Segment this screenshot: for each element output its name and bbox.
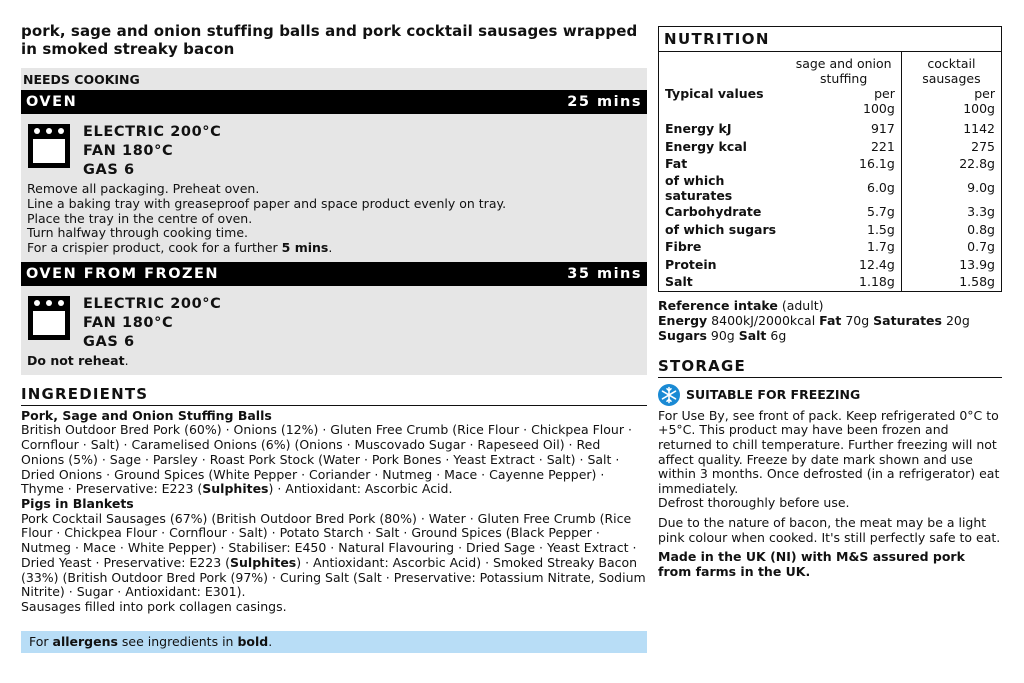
- ref-label: Saturates: [873, 312, 942, 328]
- storage-paragraph: For Use By, see front of pack. Keep refrigerated 0°C to +5°C. This product may have been frozen and returned to chill temperature. Further freezing will not affect quality. Freeze by date mark shown and use within 3 months. Once defrosted (in a refrigerator) eat immediately.: [658, 407, 1000, 496]
- do-not-reheat: Do not reheat: [27, 352, 125, 368]
- allergen-note: [21, 631, 647, 653]
- snowflake-icon: [658, 384, 680, 406]
- nutrition-row: [659, 203, 1002, 221]
- nutrient-label: of which saturates: [665, 172, 733, 203]
- temp-gas: GAS 6: [83, 333, 135, 350]
- ref-label: Sugars: [658, 327, 707, 343]
- column-header-sausages: cocktail sausages: [922, 56, 981, 86]
- crispier-text: For a crispier product, cook for a further: [27, 240, 282, 256]
- temp-electric: ELECTRIC 200°C: [83, 124, 222, 140]
- oven-temps-row: [21, 114, 647, 180]
- instruction-line: Place the tray in the centre of oven.: [27, 210, 253, 226]
- ref-label: Salt: [738, 327, 767, 343]
- oven-time: 25 mins: [567, 94, 642, 110]
- instruction-line: Line a baking tray with greaseproof paper and space product evenly on tray.: [27, 195, 507, 211]
- cooking-instructions: [21, 68, 647, 375]
- nutrient-value: 1.7g: [786, 238, 901, 256]
- temp-fan: FAN 180°C: [83, 143, 174, 159]
- nutrient-value: 221: [786, 138, 901, 156]
- frozen-temps-row: [21, 286, 647, 352]
- nutrient-value: 3.3g: [967, 204, 995, 220]
- casing-text: Sausages filled into pork collagen casings.: [21, 598, 287, 614]
- nutrient-value: 22.8g: [959, 156, 995, 172]
- nutrient-value: 13.9g: [959, 256, 995, 272]
- allergen-note-bold: allergens: [52, 633, 118, 649]
- temp-fan: FAN 180°C: [83, 314, 174, 331]
- right-column: [658, 26, 1002, 584]
- ingredients-heading: INGREDIENTS: [21, 385, 647, 406]
- oven-label: OVEN: [26, 94, 78, 110]
- nutrient-value: 6.0g: [786, 173, 901, 203]
- frozen-bar: [21, 262, 647, 286]
- nutrient-label: Fibre: [665, 239, 702, 255]
- nutrient-value: 1142: [963, 121, 995, 137]
- per-100g: [786, 86, 901, 120]
- ref-label: Energy: [658, 312, 708, 328]
- nutrition-row: [659, 120, 1002, 138]
- typical-values-label: Typical values: [665, 86, 764, 101]
- nutrient-label: Energy kJ: [665, 121, 732, 137]
- ingredients-list: [21, 409, 647, 615]
- ref-value: 70g: [841, 312, 874, 328]
- nutrition-corner: [659, 52, 787, 87]
- nutrition-row: [659, 273, 1002, 291]
- nutrient-value: 1.5g: [786, 220, 901, 238]
- frozen-time: 35 mins: [567, 265, 642, 282]
- reference-intake: [658, 298, 1002, 343]
- frozen-label: OVEN FROM FROZEN: [26, 265, 220, 282]
- nutrient-value: 1.58g: [959, 274, 995, 290]
- nutrition-row: [659, 173, 1002, 203]
- allergen-text: Sulphites: [202, 481, 269, 497]
- reference-title: Reference intake: [658, 297, 778, 313]
- crispier-end: .: [328, 240, 333, 256]
- bacon-note: Due to the nature of bacon, the meat may be a light pink colour when cooked. It's still perfectly safe to eat.: [658, 514, 1001, 545]
- nutrition-row: [659, 256, 1002, 274]
- nutrient-label: Fat: [665, 156, 688, 172]
- note-end: .: [124, 352, 129, 368]
- nutrition-row: [659, 155, 1002, 173]
- allergen-note-text: For: [29, 633, 53, 649]
- ref-value: 6g: [766, 327, 787, 343]
- ingredient-group-text: [21, 512, 647, 600]
- allergen-note-bold: bold: [237, 633, 269, 649]
- ingredient-group-text: [21, 423, 647, 497]
- ingredient-text: ) · Antioxidant: Ascorbic Acid) · Smoked Streaky Bacon (33%) (British Outdoor Bred Pork (97%) · Curing Salt (Salt · Preservative: Potassium Nitrate, Sodium Nitrite) · Sugar · Antioxidant: E301).: [21, 554, 646, 600]
- storage-text: [658, 409, 1002, 580]
- left-column: [21, 22, 647, 653]
- freezing-label: SUITABLE FOR FREEZING: [686, 387, 861, 403]
- per-100g-text: per 100g: [863, 86, 895, 116]
- nutrient-label: Energy kcal: [665, 138, 747, 154]
- nutrient-value: 9.0g: [967, 180, 995, 196]
- ingredient-group-title: Pork, Sage and Onion Stuffing Balls: [21, 407, 272, 423]
- needs-cooking-label: NEEDS COOKING: [23, 72, 140, 87]
- nutrient-label: Carbohydrate: [665, 204, 762, 220]
- temp-electric: ELECTRIC 200°C: [83, 295, 222, 312]
- ref-value: 90g: [706, 327, 739, 343]
- ingredient-group-title: Pigs in Blankets: [21, 496, 134, 511]
- nutrient-value: 5.7g: [786, 203, 901, 221]
- oven-icon: [27, 295, 71, 341]
- nutrition-row: [659, 220, 1002, 238]
- product-title: pork, sage and onion stuffing balls and pork cocktail sausages wrapped in smoked streaky bacon: [21, 22, 638, 58]
- frozen-temps: [83, 295, 221, 352]
- reference-values: [658, 313, 1002, 328]
- ingredient-text: Pork Cocktail Sausages (67%) (British Outdoor Bred Pork (80%) · Water · Gluten Free Crumb (Rice Flour · Chickpea Flour · Cornflour · Salt) · Potato Starch · Salt · Ground Spices (Black Pepper · Nutmeg · Mace · White Pepper) · Stabiliser: E450 · Natural Flavouring · Dried Sage · Yeast Extract · Dried Yeast · Preservative: E223 (: [21, 510, 637, 570]
- instruction-line: Turn halfway through cooking time.: [27, 225, 248, 241]
- nutrition-heading: NUTRITION: [659, 27, 1002, 52]
- nutrient-value: 0.7g: [967, 239, 995, 255]
- per-100g: [901, 86, 1001, 120]
- nutrient-value: 16.1g: [786, 155, 901, 173]
- allergen-note-text: .: [268, 633, 273, 649]
- allergen-note-text: see ingredients in: [117, 633, 238, 649]
- nutrient-label: Protein: [665, 256, 717, 272]
- oven-instructions: [21, 180, 647, 262]
- reference-values: [658, 328, 1002, 343]
- temp-gas: GAS 6: [83, 162, 135, 178]
- nutrition-table: [658, 26, 1002, 292]
- oven-bar: [21, 90, 647, 114]
- ref-value: 8400kJ/2000kcal: [707, 312, 820, 328]
- ingredient-text: British Outdoor Bred Pork (60%) · Onions (12%) · Gluten Free Crumb (Rice Flour · Chickpea Flour · Cornflour · Salt) · Caramelised Onions (6%) (Onions · Muscovado Sugar · Rapeseed Oil) · Red Onions (5%) · Sage · Parsley · Roast Pork Stock (Water · Pork Bones · Yeast Extract · Salt) · Salt · Dried Onions · Ground Spices (White Pepper · Coriander · Nutmeg · Mace · Cayenne Pepper) · Thyme · Preservative: E223 (: [21, 422, 632, 497]
- ref-value: 20g: [941, 312, 970, 328]
- frozen-instructions: [21, 352, 647, 375]
- oven-temps: [83, 123, 221, 180]
- instruction-line: Remove all packaging. Preheat oven.: [27, 181, 260, 196]
- ingredient-text: ) · Antioxidant: Ascorbic Acid.: [268, 481, 453, 497]
- column-header-stuffing: sage and onion stuffing: [786, 52, 901, 87]
- freezing-badge: [658, 384, 1002, 406]
- storage-heading: STORAGE: [658, 357, 1002, 378]
- nutrient-value: 0.8g: [967, 221, 995, 237]
- nutrient-value: 275: [971, 138, 995, 154]
- nutrient-value: 917: [786, 120, 901, 138]
- nutrient-label: Salt: [665, 274, 693, 290]
- reference-adult: (adult): [777, 297, 824, 313]
- nutrient-value: 12.4g: [786, 256, 901, 274]
- allergen-text: Sulphites: [230, 554, 297, 570]
- nutrition-row: [659, 238, 1002, 256]
- nutrient-label: of which sugars: [665, 221, 777, 237]
- storage-paragraph: Defrost thoroughly before use.: [658, 495, 850, 511]
- reference-title-line: [658, 298, 1002, 313]
- nutrient-value: 1.18g: [786, 273, 901, 291]
- oven-icon: [27, 123, 71, 169]
- per-100g-text: per 100g: [963, 86, 995, 116]
- made-in-note: Made in the UK (NI) with M&S assured pork from farms in the UK.: [658, 549, 965, 579]
- ref-label: Fat: [819, 312, 842, 328]
- crispier-time: 5 mins: [281, 240, 329, 256]
- nutrition-row: [659, 138, 1002, 156]
- crispier-line: [27, 241, 641, 256]
